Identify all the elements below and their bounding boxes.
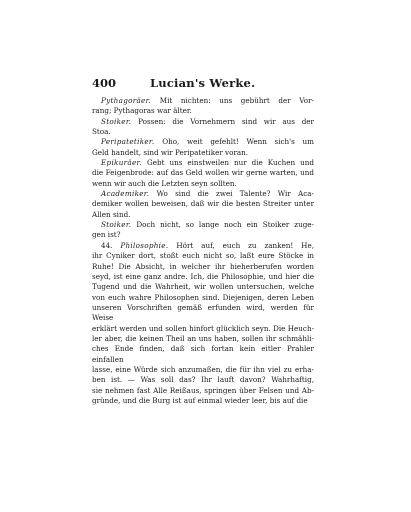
text-line xyxy=(92,241,314,251)
line-text: erklärt werden und sollen hinfort glücklich seyn. Die Heuch- xyxy=(92,323,314,333)
line-text: Oho, weit gefehlt! Wenn sich's um xyxy=(162,137,314,147)
paragraph xyxy=(92,158,314,189)
text-line xyxy=(92,96,314,106)
line-text: ches Ende finden, daß sich fortan kein eitler Prahler einfallen xyxy=(92,344,314,364)
text-line xyxy=(92,117,314,127)
text-line xyxy=(92,168,314,178)
speaker-name: Philosophie. xyxy=(120,240,169,250)
paragraph xyxy=(92,96,314,117)
paragraph xyxy=(92,220,314,241)
text-line xyxy=(92,220,314,230)
running-title: Lucian's Werke. xyxy=(150,76,256,90)
text-line xyxy=(92,293,314,303)
text-line xyxy=(92,344,314,365)
text-line xyxy=(92,375,314,385)
speaker-name: Stoiker. xyxy=(101,116,132,126)
line-text: ben ist. — Was soll das? Ihr lauft davon? Wahrhaftig, xyxy=(92,375,314,385)
line-text: Stoa. xyxy=(92,127,111,137)
line-text: rang; Pythagoras war älter. xyxy=(92,106,192,116)
paragraph xyxy=(92,117,314,138)
speaker-name: Academiker. xyxy=(101,189,150,199)
text-line xyxy=(92,262,314,272)
line-text: von euch wahre Philosophen sind. Diejenigen, deren Leben xyxy=(92,292,314,302)
text-line xyxy=(92,199,314,209)
line-text: die Feigenbrode: auf das Geld wollen wir gerne warten, und xyxy=(92,168,314,178)
text-line xyxy=(92,189,314,199)
text-line xyxy=(92,230,314,240)
line-text: gen ist? xyxy=(92,230,121,240)
speaker-name: Epikuräer. xyxy=(101,158,143,168)
line-text: unseren Vorschriften gemäß erfunden wird, werden für Weise xyxy=(92,302,314,323)
page-body xyxy=(92,96,314,406)
section-number: 44. xyxy=(101,240,121,250)
text-line xyxy=(92,127,314,137)
paragraph xyxy=(92,241,314,407)
text-line xyxy=(92,106,314,116)
text-line xyxy=(92,396,314,406)
line-text: Tugend und die Wahrheit, wir wollen untersuchen, welche xyxy=(92,282,314,292)
line-text: Ruhe! Die Absicht, in welcher ihr hieherberufen worden xyxy=(92,261,314,271)
line-text: Geld handelt, sind wir Peripatetiker voran. xyxy=(92,147,249,157)
text-line xyxy=(92,365,314,375)
text-line xyxy=(92,148,314,158)
text-line xyxy=(92,303,314,324)
text-line xyxy=(92,251,314,261)
line-text: ler aber, die keinen Theil an uns haben, sollen ihr schmähli- xyxy=(92,333,314,343)
line-text: sie nehmen fast Alle Reißaus, springen über Felsen und Ab- xyxy=(92,385,314,395)
page-header xyxy=(92,76,308,92)
speaker-name: Pythagoräer. xyxy=(101,96,152,105)
text-line xyxy=(92,137,314,147)
speaker-name: Peripatetiker. xyxy=(101,137,155,147)
speaker-name: Stoiker. xyxy=(101,220,132,230)
line-text: ihr Cyniker dort, stoßt euch nicht so, laßt eure Stöcke in xyxy=(92,251,314,261)
line-text: seyd, ist eine ganz andre. Ich, die Philosophie, und hier die xyxy=(92,271,314,281)
line-text: gründe, und die Burg ist auf einmal wieder leer, bis auf die xyxy=(92,395,308,405)
line-text: Doch nicht, so lange noch ein Stoiker zuge- xyxy=(136,220,314,230)
text-line xyxy=(92,210,314,220)
line-text: demiker wollen beweisen, daß wir die besten Streiter unter xyxy=(92,199,314,209)
line-text: Allen sind. xyxy=(92,209,131,219)
text-line xyxy=(92,334,314,344)
line-text: Gebt uns einstweilen nur die Kuchen und xyxy=(147,158,314,168)
text-line xyxy=(92,179,314,189)
page-number: 400 xyxy=(92,76,117,90)
text-line xyxy=(92,282,314,292)
paragraph xyxy=(92,137,314,158)
text-line xyxy=(92,324,314,334)
text-line xyxy=(92,272,314,282)
line-text: Wo sind die zwei Talente? Wir Aca- xyxy=(156,189,314,199)
line-text: Possen: die Vornehmern sind wir aus der xyxy=(138,116,314,126)
text-line xyxy=(92,386,314,396)
text-line xyxy=(92,158,314,168)
paragraph xyxy=(92,189,314,220)
line-text: wenn wir auch die Letzten seyn sollten. xyxy=(92,178,237,188)
line-text: Hört auf, euch zu zanken! He, xyxy=(176,240,314,250)
line-text: Mit nichten: uns gebührt der Vor- xyxy=(159,96,314,105)
line-text: lasse, eine Würde sich anzumaßen, die für ihn viel zu erha- xyxy=(92,364,314,374)
